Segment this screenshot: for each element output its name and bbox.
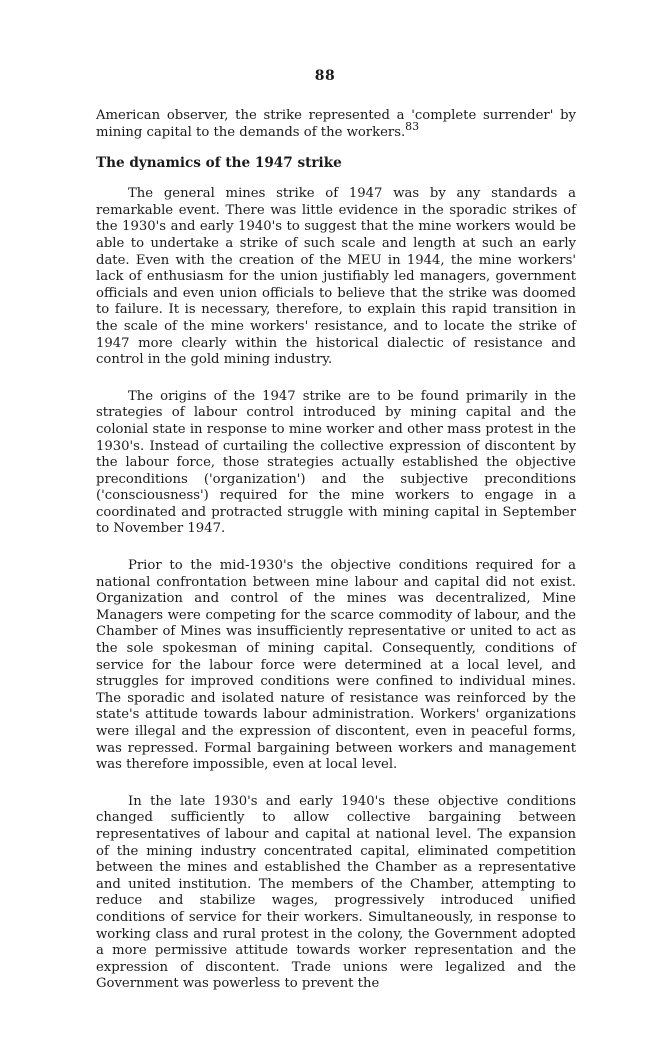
continued-paragraph-text: American observer, the strike represented a 'complete surrender' by mining capital to the demands of the workers.: [96, 108, 576, 140]
footnote-marker: 83: [405, 119, 420, 133]
page-number: 88: [314, 68, 336, 84]
paragraph-1: The general mines strike of 1947 was by any standards a remarkable event. There was little evidence in the sporadic strikes of the 1930's and early 1940's to suggest that the mine workers would be able to undertake a strike of such scale and length at such an early date. Even with the creation of the MEU in 1944, the mine workers' lack of enthusiasm for the union justifiably led managers, government officials and even union officials to believe that the strike was doomed to failure. It is necessary, therefore, to explain this rapid transition in the scale of the mine workers' resistance, and to locate the strike of 1947 more clearly within the historical dialectic of resistance and control in the gold mining industry.: [96, 186, 576, 368]
section-heading: The dynamics of the 1947 strike: [96, 155, 342, 172]
paragraph-2: The origins of the 1947 strike are to be found primarily in the strategies of labour control introduced by mining capital and the colonial state in response to mine worker and other mass protest in the 1930's. Instead of curtailing the collective expression of discontent by the labour force, those strategies actually established the objective preconditions ('organization') and the subjective preconditions ('consciousness') required for the mine workers to engage in a coordinated and protracted struggle with mining capital in September to November 1947.: [96, 388, 576, 537]
continued-paragraph: [96, 108, 576, 141]
paragraph-4: In the late 1930's and early 1940's these objective conditions changed sufficiently to allow collective bargaining between representatives of labour and capital at national level. The expansion of the mining industry concentrated capital, eliminated competition between the mines and established the Chamber as a representative and united institution. The members of the Chamber, attempting to reduce and stabilize wages, progressively introduced unified conditions of service for their workers. Simultaneously, in response to working class and rural protest in the colony, the Government adopted a more permissive attitude towards worker representation and the expression of discontent. Trade unions were legalized and the Government was powerless to prevent the: [96, 793, 576, 992]
page-body: [96, 108, 576, 1013]
paragraph-3: Prior to the mid-1930's the objective conditions required for a national confrontation between mine labour and capital did not exist. Organization and control of the mines was decentralized, Mine Managers were competing for the scarce commodity of labour, and the Chamber of Mines was insufficiently representative or united to act as the sole spokesman of mining capital. Consequently, conditions of service for the labour force were determined at a local level, and struggles for improved conditions were confined to individual mines. The sporadic and isolated nature of resistance was reinforced by the state's attitude towards labour administration. Workers' organizations were illegal and the expression of discontent, even in peaceful forms, was repressed. Formal bargaining between workers and management was therefore impossible, even at local level.: [96, 558, 576, 773]
